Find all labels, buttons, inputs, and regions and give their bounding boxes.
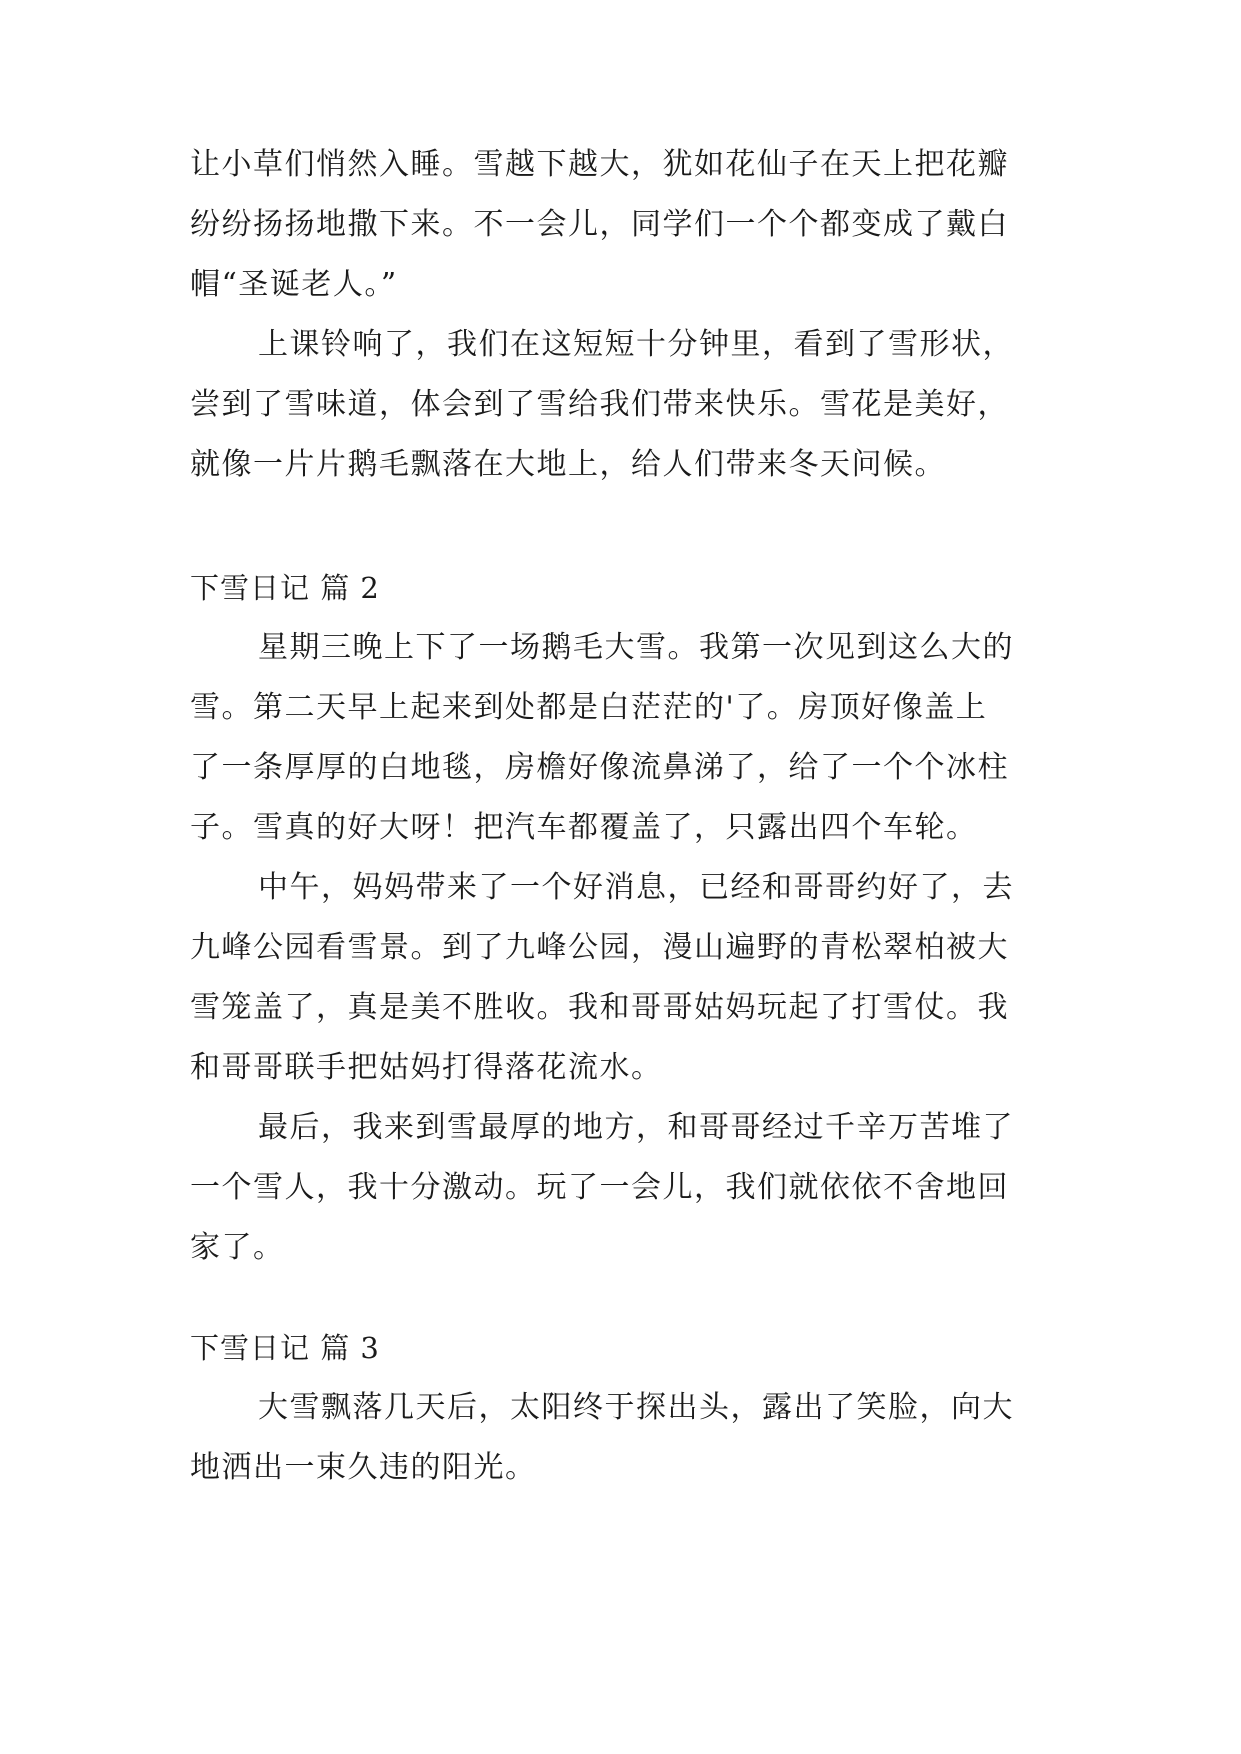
text-line: 雪笼盖了，真是美不胜收。我和哥哥姑妈玩起了打雪仗。我 <box>190 990 1009 1025</box>
section-heading: 下雪日记 篇 3 <box>190 1331 380 1365</box>
text-line: 大雪飘落几天后，太阳终于探出头，露出了笑脸，向大 <box>258 1390 1014 1425</box>
text-line: 纷纷扬扬地撒下来。不一会儿，同学们一个个都变成了戴白 <box>190 207 1009 242</box>
text-line: 最后，我来到雪最厚的地方，和哥哥经过千辛万苦堆了 <box>258 1110 1014 1145</box>
text-line: 星期三晚上下了一场鹅毛大雪。我第一次见到这么大的 <box>258 630 1014 665</box>
section-2-body <box>190 618 1060 1278</box>
text-line: 九峰公园看雪景。到了九峰公园，漫山遍野的青松翠柏被大 <box>190 930 1009 965</box>
text-line: 家了。 <box>190 1230 285 1265</box>
text-line: 就像一片片鹅毛飘落在大地上，给人们带来冬天问候。 <box>190 447 946 482</box>
text-line: 尝到了雪味道，体会到了雪给我们带来快乐。雪花是美好， <box>190 387 1009 422</box>
paragraph <box>190 135 1060 315</box>
text-line: 地洒出一束久违的阳光。 <box>190 1450 537 1485</box>
text-line: 了一条厚厚的白地毯，房檐好像流鼻涕了，给了一个个冰柱 <box>190 750 1009 785</box>
paragraph <box>190 1378 1060 1498</box>
text-line: 中午，妈妈带来了一个好消息，已经和哥哥约好了，去 <box>258 870 1014 905</box>
paragraph <box>190 1098 1060 1278</box>
text-line: 雪。第二天早上起来到处都是白茫茫的'了。房顶好像盖上 <box>190 690 988 725</box>
paragraph <box>190 618 1060 858</box>
section-1-tail <box>190 135 1060 495</box>
text-line: 上课铃响了，我们在这短短十分钟里，看到了雪形状， <box>258 327 1014 362</box>
paragraph <box>190 858 1060 1098</box>
text-line: 子。雪真的好大呀！把汽车都覆盖了，只露出四个车轮。 <box>190 810 978 845</box>
text-line: 帽“圣诞老人。” <box>190 267 398 302</box>
text-line: 让小草们悄然入睡。雪越下越大，犹如花仙子在天上把花瓣 <box>190 147 1009 182</box>
text-line: 一个雪人，我十分激动。玩了一会儿，我们就依依不舍地回 <box>190 1170 1009 1205</box>
text-line: 和哥哥联手把姑妈打得落花流水。 <box>190 1050 663 1085</box>
section-3-body <box>190 1378 1060 1498</box>
paragraph <box>190 315 1060 495</box>
section-heading: 下雪日记 篇 2 <box>190 571 380 605</box>
